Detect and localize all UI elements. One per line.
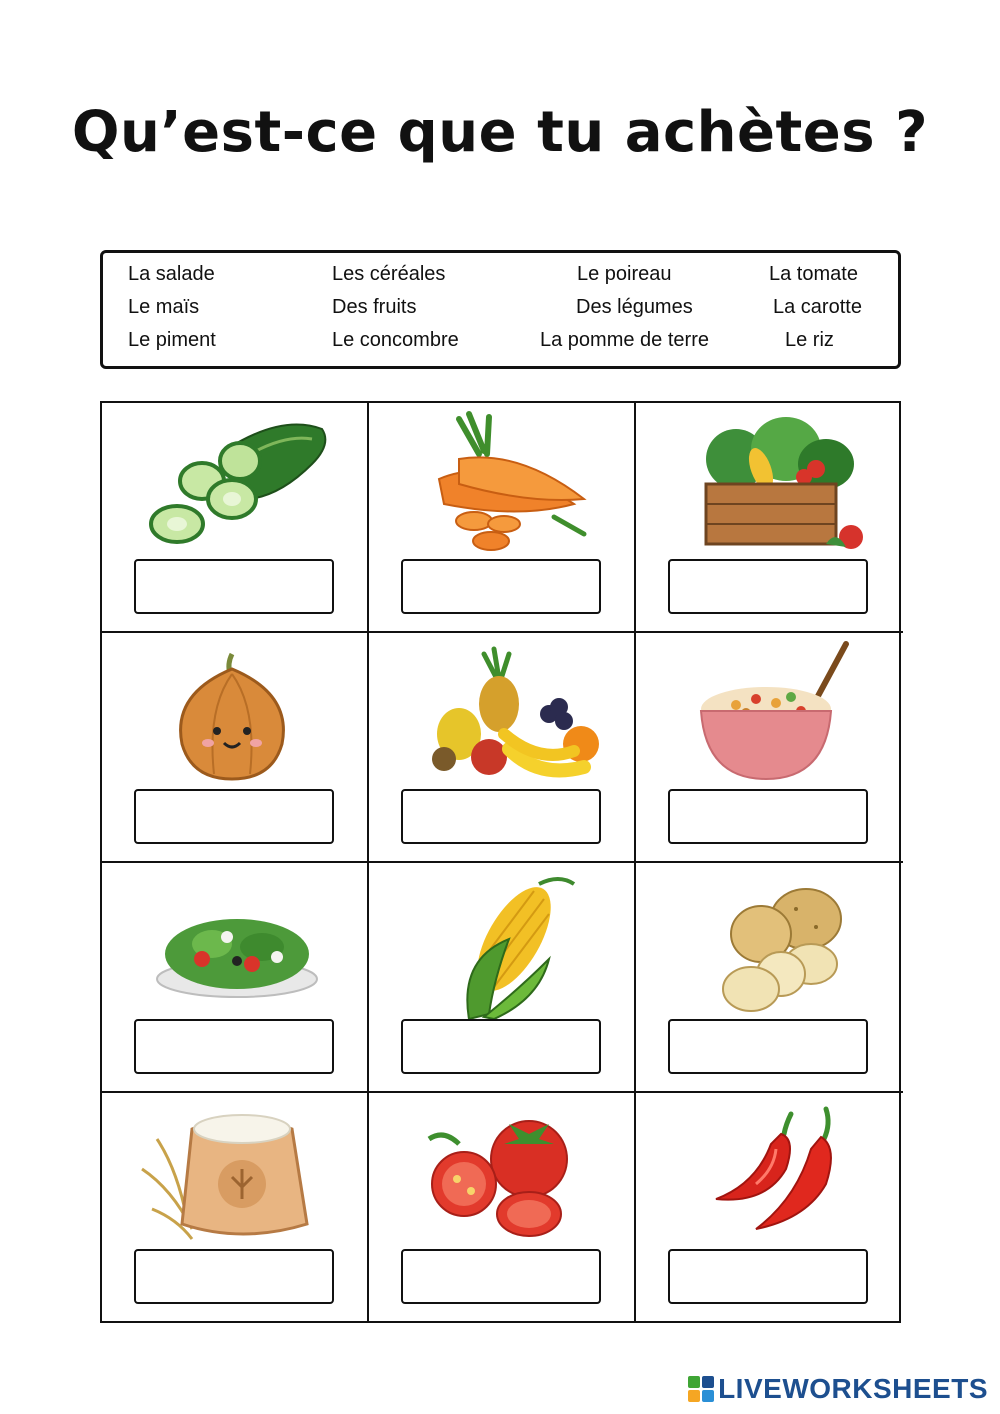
answer-input[interactable]: [134, 1249, 334, 1304]
answer-input[interactable]: [668, 789, 868, 844]
worksheet-title: Qu’est-ce que tu achètes ?: [71, 100, 929, 165]
answer-input[interactable]: [134, 789, 334, 844]
word-bank-item: La carotte: [773, 296, 862, 318]
grid-cell: [369, 633, 636, 863]
onion-icon: [132, 639, 337, 789]
cereal-bowl-icon: [666, 639, 871, 789]
word-bank-item: Les céréales: [332, 263, 446, 285]
grid-cell: [636, 863, 903, 1093]
carrot-icon: [399, 409, 604, 559]
word-bank-item: Le concombre: [332, 329, 459, 351]
grid-cell: [636, 1093, 903, 1323]
word-bank-item: La pomme de terre: [540, 329, 709, 351]
salad-plate-icon: [132, 869, 337, 1019]
vegetable-crate-icon: [666, 409, 871, 559]
grid-cell: [636, 403, 903, 633]
answer-input[interactable]: [401, 789, 601, 844]
grid-cell: [102, 863, 369, 1093]
chili-pepper-icon: [666, 1099, 871, 1249]
word-bank-item: Le piment: [128, 329, 216, 351]
word-bank-item: Le poireau: [577, 263, 672, 285]
tomato-icon: [399, 1099, 604, 1249]
liveworksheets-logo-icon: [688, 1376, 714, 1402]
word-bank-item: Des fruits: [332, 296, 417, 318]
brand-logo[interactable]: [688, 1372, 988, 1406]
grid-cell: [636, 633, 903, 863]
answer-input[interactable]: [401, 1249, 601, 1304]
answer-input[interactable]: [401, 1019, 601, 1074]
word-bank-item: La salade: [128, 263, 215, 285]
picture-grid: [100, 401, 901, 1323]
answer-input[interactable]: [134, 1019, 334, 1074]
grid-cell: [369, 863, 636, 1093]
grid-cell: [102, 403, 369, 633]
word-bank-item: Des légumes: [576, 296, 693, 318]
grid-cell: [102, 633, 369, 863]
answer-input[interactable]: [134, 559, 334, 614]
grid-cell: [369, 1093, 636, 1323]
answer-input[interactable]: [401, 559, 601, 614]
word-bank-item: Le maïs: [128, 296, 200, 318]
word-bank-item: Le riz: [785, 329, 834, 351]
answer-input[interactable]: [668, 1249, 868, 1304]
rice-sack-icon: [132, 1099, 337, 1249]
answer-input[interactable]: [668, 559, 868, 614]
cucumber-icon: [132, 409, 337, 559]
grid-cell: [369, 403, 636, 633]
word-bank-item: La tomate: [769, 263, 858, 285]
potato-icon: [666, 869, 871, 1019]
grid-cell: [102, 1093, 369, 1323]
corn-icon: [399, 869, 604, 1019]
fruit-pile-icon: [399, 639, 604, 789]
word-bank: [100, 250, 901, 369]
answer-input[interactable]: [668, 1019, 868, 1074]
brand-name: LIVEWORKSHEETS: [718, 1373, 988, 1404]
